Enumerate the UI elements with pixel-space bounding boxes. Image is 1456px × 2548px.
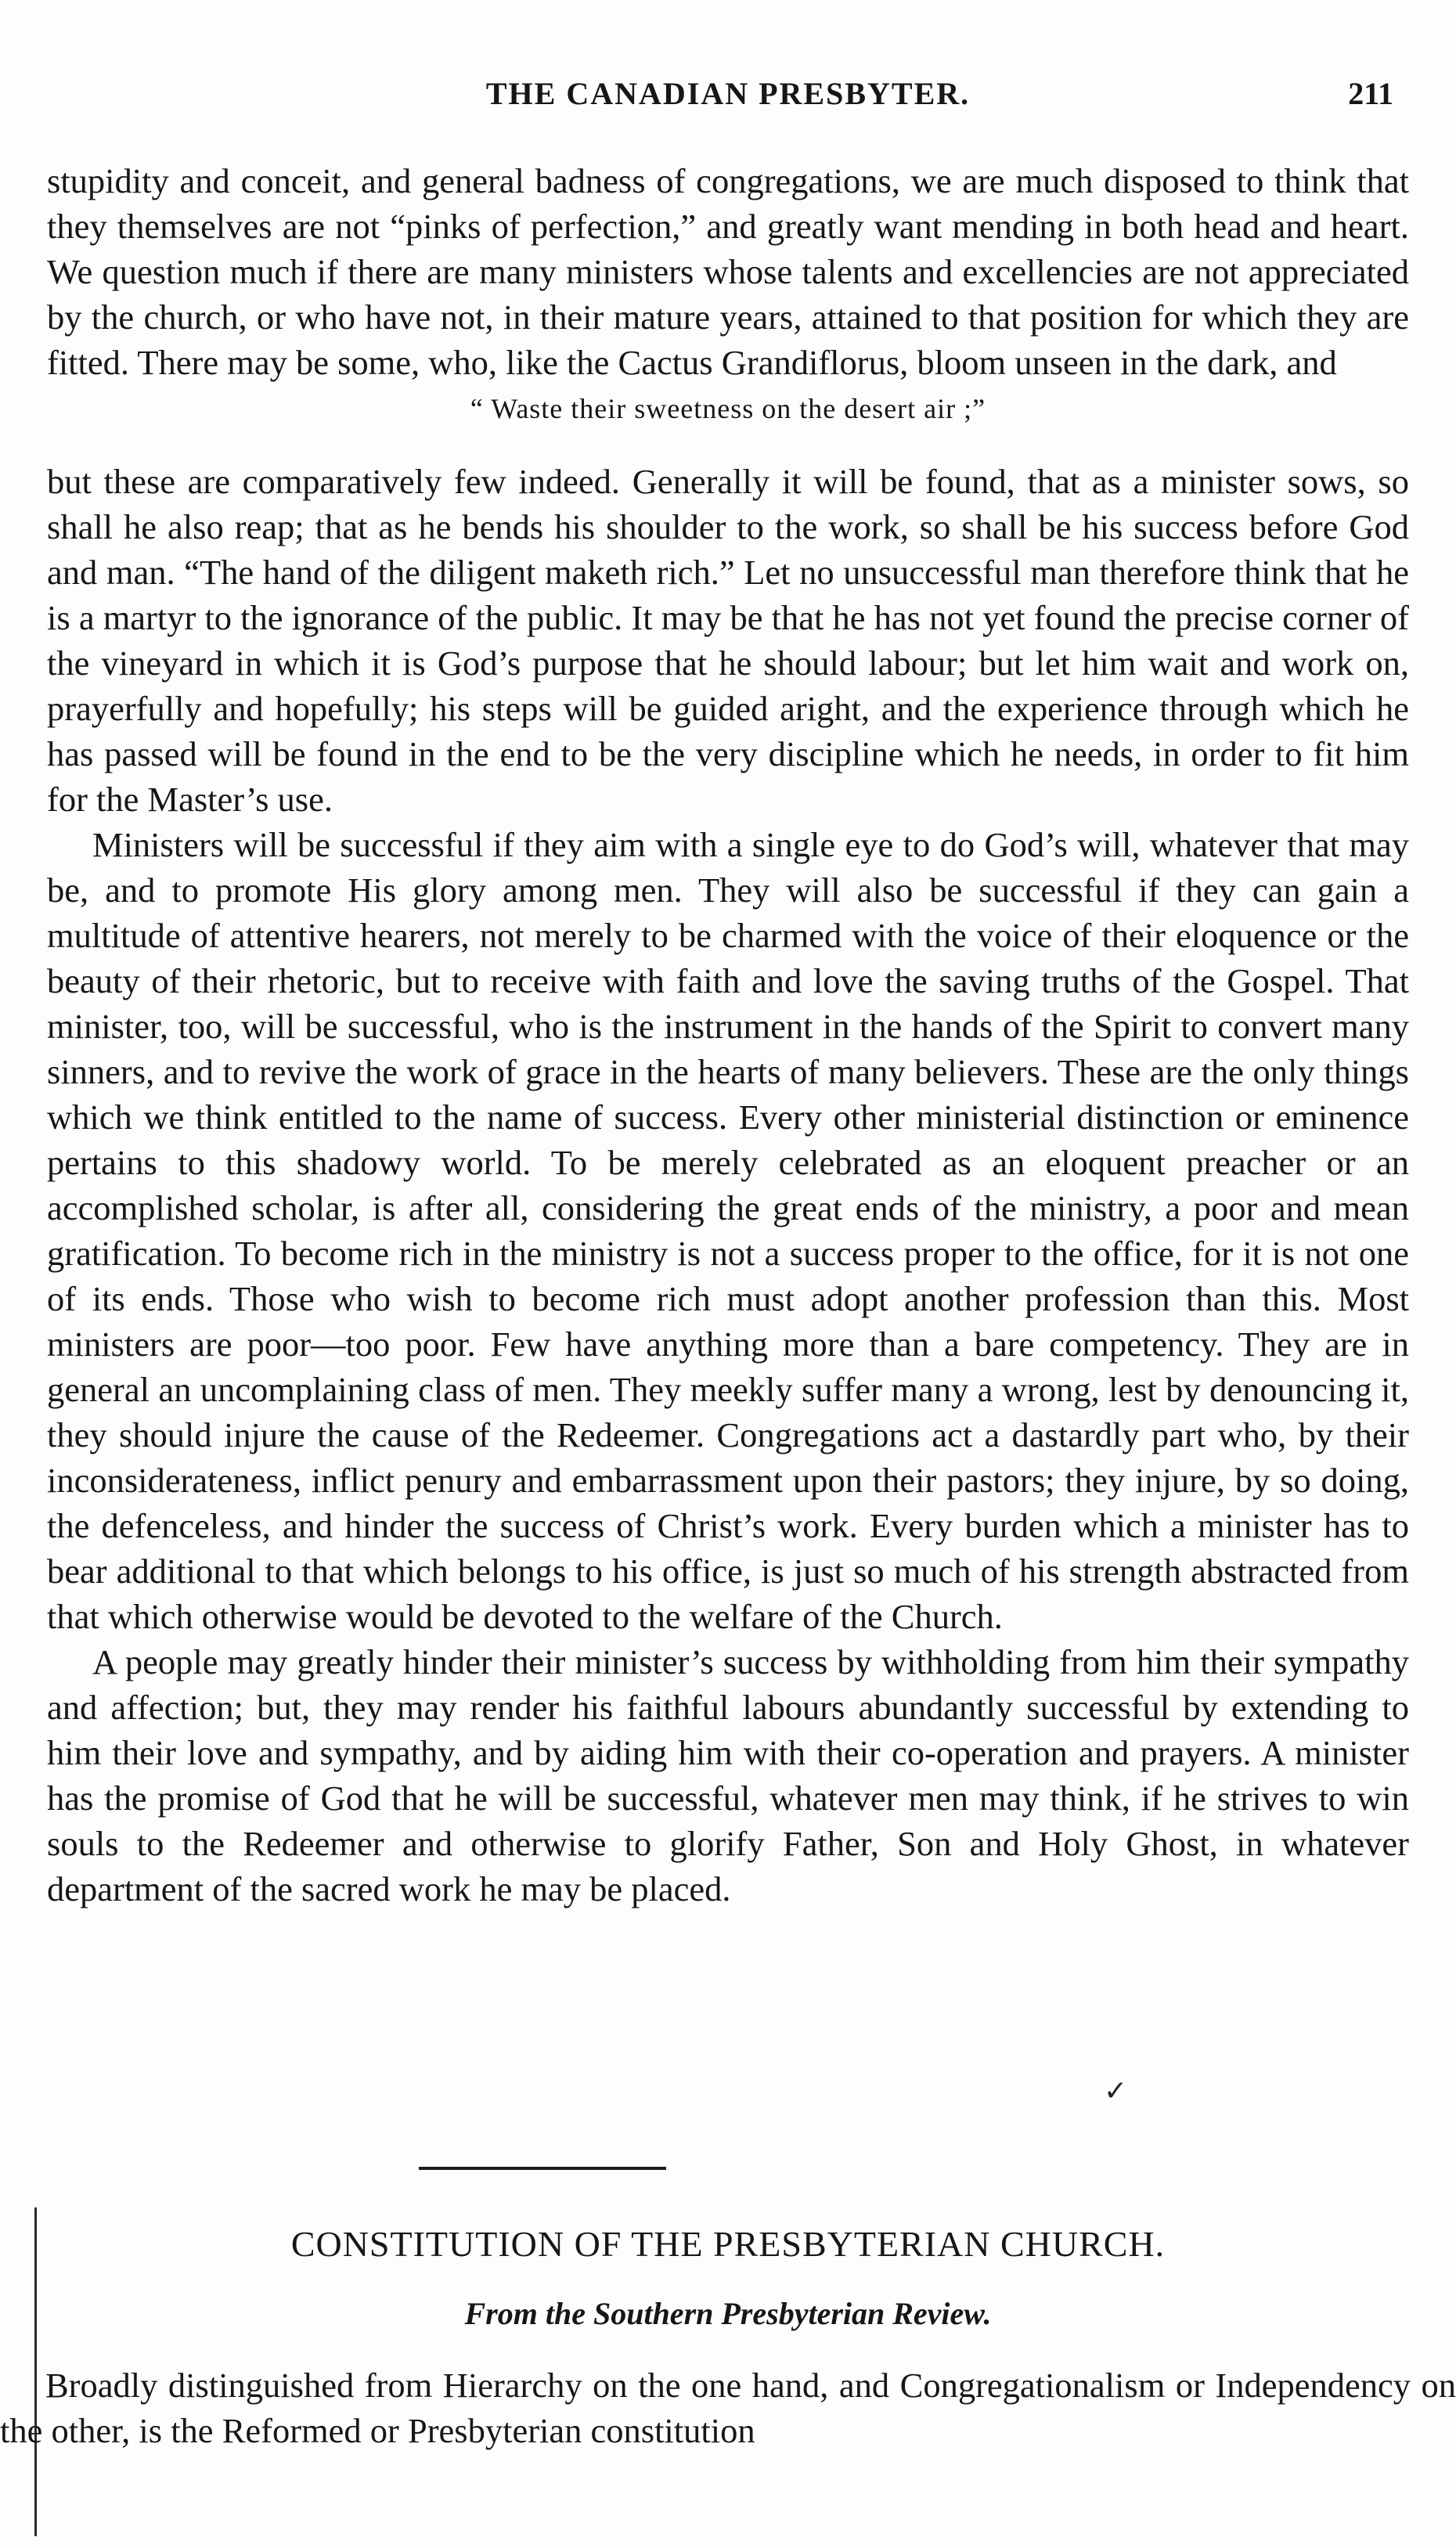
article-paragraph-4: A people may greatly hinder their minister’s success by withholding from him their sympathy and affection; but, they may render his faithful labours abundantly successful by extending to him their love and sympathy, and by aiding him with their co-operation and prayers. A minister has the promise of God that he will be successful, whatever men may think, if he strives to win souls to the Redeemer and otherwise to glorify Father, Son and Holy Ghost, in whatever department of the sacred work he may be placed. (47, 1642, 1409, 1908)
page (47, 47, 1409, 1912)
running-title: THE CANADIAN PRESBYTER. (485, 76, 971, 111)
article-body (47, 158, 1409, 1912)
handwritten-check-mark: ✓ (1104, 2075, 1128, 2107)
running-header (47, 47, 1409, 110)
poetry-quotation: “ Waste their sweetness on the desert air ;” (470, 393, 986, 424)
article-paragraph-1: stupidity and conceit, and general badness of congregations, we are much disposed to think that they themselves are not “pinks of perfection,” and greatly want mending in both head and heart. We question much if there are many ministers whose talents and excellencies are not appreciated by the church, or who have not, in their mature years, attained to that position for which they are fitted. There may be some, who, like the Cactus Grandiflorus, bloom unseen in the dark, and (47, 161, 1409, 382)
article-paragraph-2: but these are comparatively few indeed. Generally it will be found, that as a minister sows, so shall he also reap; that as he bends his shoulder to the work, so shall be his success before God and man. “The hand of the diligent maketh rich.” Let no unsuccessful man therefore think that he is a martyr to the ignorance of the public. It may be that he has not yet found the precise corner of the vineyard in which it is God’s purpose that he should labour; but let him wait and work on, prayerfully and hopefully; his steps will be guided aright, and the experience through which he has passed will be found in the end to be the very discipline which he needs, in order to fit him for the Master’s use. (47, 462, 1409, 819)
section-title: CONSTITUTION OF THE PRESBYTERIAN CHURCH. (290, 2224, 1166, 2264)
section-paragraph-1: Broadly distinguished from Hierarchy on the one hand, and Congregationalism or Independency on the other, is the Reformed or Presbyterian constitution (0, 2366, 1456, 2450)
page-number: 211 (1348, 76, 1393, 111)
section-body (0, 2362, 1456, 2453)
section-subtitle: From the Southern Presbyterian Review. (464, 2296, 992, 2331)
section-divider-rule (419, 2167, 666, 2170)
article-paragraph-3: Ministers will be successful if they aim with a single eye to do God’s will, whatever that may be, and to promote His glory among men. They will also be successful if they can gain a multitude of attentive hearers, not merely to be charmed with the voice of their eloquence or the beauty of their rhetoric, but to receive with faith and love the saving truths of the Gospel. That minister, too, will be successful, who is the instrument in the hands of the Spirit to convert many sinners, and to revive the work of grace in the hearts of many believers. These are the only things which we think entitled to the name of success. Every other ministerial distinction or eminence pertains to this shadowy world. To be merely celebrated as an eloquent preacher or an accomplished scholar, is after all, considering the great ends of the ministry, a poor and mean gratification. To become rich in the ministry is not a success proper to the office, for it is not one of its ends. Those who wish to become rich must adopt another profession than this. Most ministers are poor—too poor. Few have anything more than a bare competency. They are in general an uncomplaining class of men. They meekly suffer many a wrong, lest by denouncing it, they should injure the cause of the Redeemer. Congregations act a dastardly part who, by their inconsiderateness, inflict penury and embarrassment upon their pastors; they injure, by so doing, the defenceless, and hinder the success of Christ’s work. Every burden which a minister has to bear additional to that which belongs to his office, is just so much of his strength abstracted from that which otherwise would be devoted to the welfare of the Church. (47, 825, 1409, 1636)
